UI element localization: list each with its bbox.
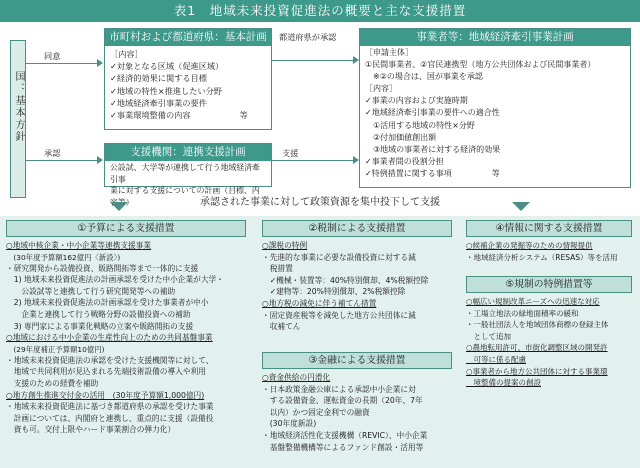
sec3-item: (30年度新設) [262,419,317,429]
sec3-item: ・地域経済活性化支援機構（REVIC）、中小企業 [262,430,428,440]
sec3-item: 以内）かつ固定金利での融資 [262,407,370,417]
coop-plan-line: 業に対する支援についての計画（目標、内容等） [110,186,260,207]
basic-plan-content [105,46,271,123]
sec5-item: ○幅広い規制改革ニーズへの迅速な対応 [466,297,600,306]
coop-plan-box [104,143,272,207]
sec1-item: ○地域中核企業・中小企業等連携支援事業 [6,241,152,250]
sec1-item: 地域で共同利用が見込まれる先端技術設備の導入や利用 [6,367,206,377]
basic-plan-box [104,28,272,130]
sec3-item: する設備資金、運転資金の長期（20年、7年 [262,396,423,406]
basic-plan-header: 市町村および都道府県：基本計画 [105,29,271,46]
sec4-item: ・地域経済分析システム（RESAS）等を活用 [466,252,618,262]
section-regulation-header: ⑤規制の特例措置等 [466,276,632,293]
arrow-approve [97,156,103,164]
business-plan-line: ✓地域経済牽引事業の要件への適合性 [365,108,500,118]
business-plan-line: ✓事業者間の役割分担 [365,156,444,166]
sec1-item: 企業と連携して行う戦略分野の設備投資への補助 [6,309,191,319]
section-tax-header: ②税制による支援措置 [262,220,452,237]
sec2-item: ✓建物等：20%特別償却、2%税額控除 [262,287,406,297]
basic-plan-line: ✓地域の特性×推進したい分野 [110,85,222,96]
sec1-item: ・地域未来投資促進法に基づき都道府県の承認を受けた事業 [6,402,214,412]
arrow-down-right [512,202,530,211]
sec1-item: 1) 地域未来投資促進法の計画承認を受けた中小企業が大学・ [6,275,224,285]
sec1-item: 資も可。交付上限やハード事業割合の弾力化） [6,425,176,435]
basic-plan-line: ✓対象となる区域（促進区域） [110,61,224,72]
basic-plan-line: ✓地域経済牽引事業の要件 [110,97,207,108]
business-plan-content [360,46,630,181]
business-plan-line: ※②の場合は、国が事業を承認 [365,72,483,82]
national-basic-policy-box [10,40,26,198]
connector-support [272,160,354,161]
connector-agree [26,63,98,64]
sec5-item: ○事業者から地方公共団体に対する事業環 [466,366,608,376]
sec1-item: ○地域における中小企業の生産性向上のための共同基盤事業 [6,333,213,343]
sec1-item: 2) 地域未来投資促進法の計画承認を受けた事業者が中小 [6,298,209,308]
sec5-item: 可等に係る配慮 [466,354,526,364]
section-tax-content [262,240,458,333]
coop-plan-line: 公設試、大学等が連携して行う地域経済牽引事 [110,163,260,184]
business-plan-line: ①活用する地域の特性×分野 [365,120,475,130]
business-plan-line: ①民間事業者、②官民連携型（地方公共団体および民間事業者） [365,60,596,70]
business-plan-line: ②付加価値創出額 [365,132,437,142]
sec2-item: ○課税の特例 [262,241,308,250]
section-info-header: ④情報に関する支援措置 [466,220,632,237]
business-plan-line: ③地域の事業者に対する経済的効果 [365,144,501,154]
sec5-item: 境整備の提案の創設 [466,378,541,388]
sec5-item: ・一般社団法人を地域団体商標の登録主体 [466,320,609,330]
sec5-item: ・工場立地法の緑地面積率の緩和 [466,308,579,318]
section-budget-header: ①予算による支援措置 [6,220,246,237]
sec2-item: ✓機械・装置等：40%特別償却、4%税額控除 [262,275,429,285]
section-budget-content [6,240,254,436]
business-plan-header: 事業者等：地域経済牽引事業計画 [360,29,630,46]
national-basic-policy-label: 国：基本方針 [13,71,24,143]
section-info-content [466,240,638,263]
sec5-item: ○農地転用許可、市街化調整区域の開発許 [466,343,608,353]
sec1-item: 計画については、内閣府と連携し、重点的に支援（設備投 [6,413,214,423]
sec3-item: 基盤整備機構等によるファンド創設・活用等 [262,442,424,452]
sec2-item: ・固定資産税等を減免した地方公共団体に減 [262,310,416,320]
basic-plan-line: ［内容］ [110,49,143,59]
label-approve: 承認 [44,148,61,158]
sec3-item: ・日本政策金融公庫による承認中小企業に対 [262,384,416,394]
sec1-item: ・研究開発から設備投資、販路開拓等まで一体的に支援 [6,263,199,273]
sec1-item: 3) 専門家による事業化戦略の立案や販路開拓の支援 [6,321,194,331]
connector-pref-approve [272,60,354,61]
sec1-item: 公設試等と連携して行う研究開発等への補助 [6,286,176,296]
sec1-item: 支援のための経費を補助 [6,378,99,388]
label-pref-approve: 都道府県が承認 [279,32,337,42]
sec2-item: 収補てん [262,322,301,332]
connector-approve [26,160,98,161]
arrow-agree [97,59,103,67]
sec5-item: として追加 [466,331,511,341]
business-plan-line: ［内容］ [365,84,397,94]
sec1-item: (29年度補正予算額10億円) [6,344,105,354]
sec1-item: (30年度予算額162億円〈新設〉) [6,252,121,262]
label-support: 支援 [282,148,299,158]
label-agree: 同意 [44,51,61,61]
business-plan-line: ✓事業の内容および実施時期 [365,96,468,106]
concentrated-support-banner: 承認された事業に対して政策資源を集中投下して支援 [200,197,440,208]
section-regulation-content [466,296,638,389]
sec4-item: ○候補企業の発掘等のための情報提供 [466,241,593,250]
arrow-down-left [110,202,128,211]
page-title: 表1 地域未来投資促進法の概要と主な支援措置 [0,0,640,22]
business-plan-box [359,28,631,188]
basic-plan-line: ✓事業環境整備の内容 等 [110,110,248,121]
coop-plan-header: 支援機関：連携支援計画 [105,144,271,161]
business-plan-line: ［申請主体］ [365,48,413,57]
section-finance-content [262,372,458,453]
sec2-item: ・先進的な事業に必要な設備投資に対する減 [262,252,416,262]
section-finance-header: ③金融による支援措置 [262,352,452,369]
sec2-item: ○地方税の減免に伴う補てん措置 [262,298,377,308]
sec2-item: 税措置 [262,264,293,274]
basic-plan-line: ✓経済的効果に関する目標 [110,73,207,84]
sec3-item: ○資金供給の円滑化 [262,373,331,382]
business-plan-line: ✓特例措置に関する事項 等 [365,168,500,178]
sec1-item: ○地方創生推進交付金の活用 (30年度予算額1,000億円) [6,390,205,400]
sec1-item: ・地域未来投資促進法の承認を受けた支援機関等に対して、 [6,355,214,365]
